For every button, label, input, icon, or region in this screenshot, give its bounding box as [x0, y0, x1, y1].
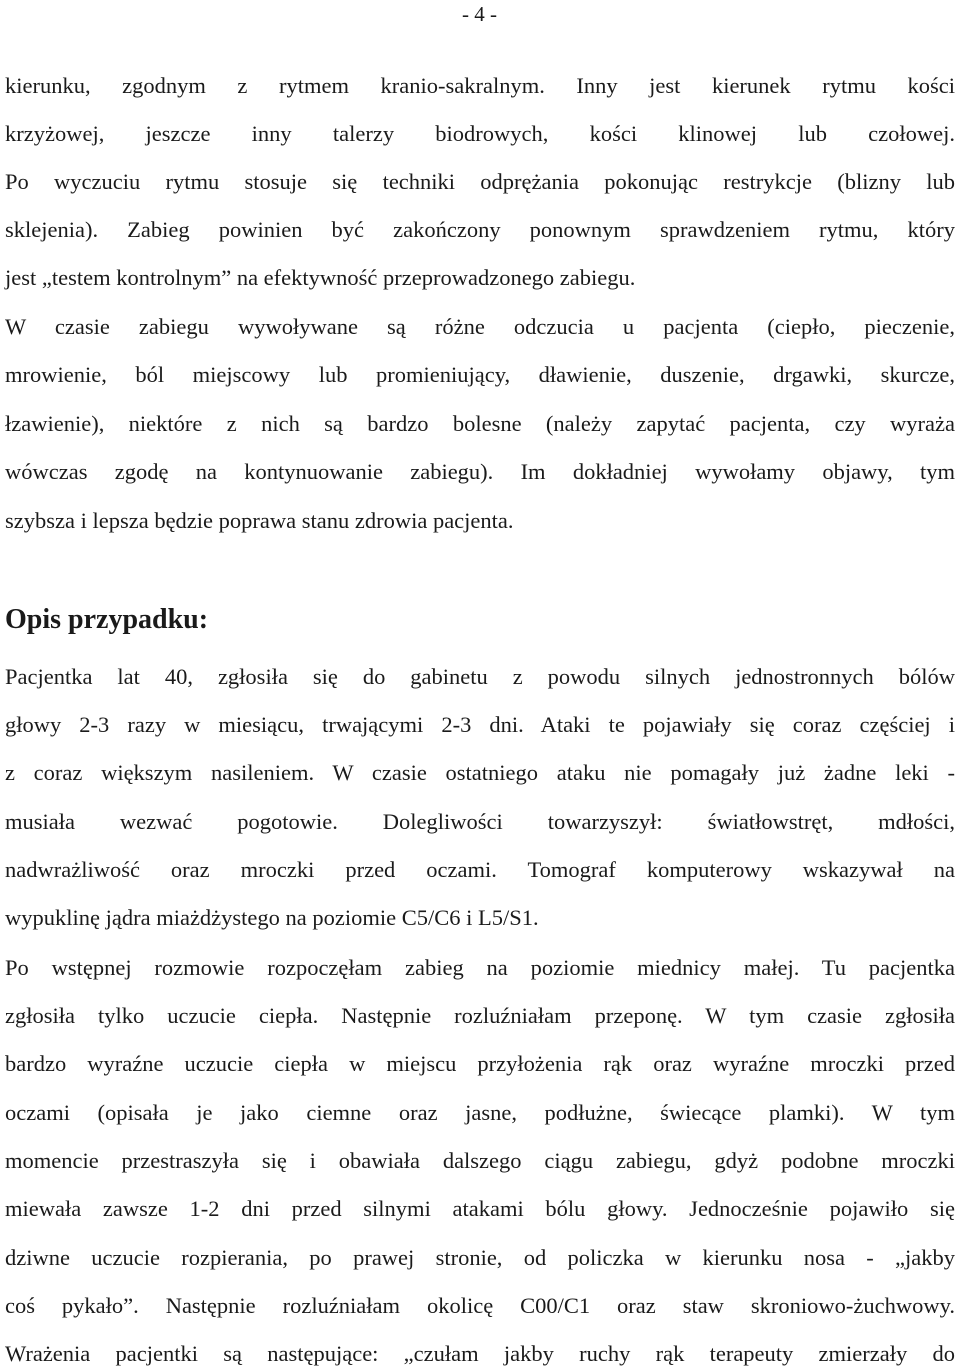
text-line: Pacjentka lat 40, zgłosiła się do gabinetu z powodu silnych jednostronnych bólów	[5, 664, 955, 689]
text-line: coś pykało”. Następnie rozluźniałam okolicę C00/C1 oraz staw skroniowo-żuchwowy.	[5, 1293, 955, 1318]
text-line: krzyżowej, jeszcze inny talerzy biodrowych, kości klinowej lub czołowej.	[5, 121, 955, 146]
text-line: zgłosiła tylko uczucie ciepła. Następnie rozluźniałam przeponę. W tym czasie zgłosiła	[5, 1003, 955, 1028]
text-line: dziwne uczucie rozpierania, po prawej stronie, od policzka w kierunku nosa - „jakby	[5, 1245, 955, 1270]
text-line: Po wyczuciu rytmu stosuje się techniki odprężania pokonując restrykcje (blizny lub	[5, 169, 955, 194]
text-line: Wrażenia pacjentki są następujące: „czułam jakby ruchy rąk terapeuty zmierzały do	[5, 1341, 955, 1366]
text-line: W czasie zabiegu wywoływane są różne odczucia u pacjenta (ciepło, pieczenie,	[5, 314, 955, 339]
text-line: bardzo wyraźne uczucie ciepła w miejscu przyłożenia rąk oraz wyraźne mroczki przed	[5, 1051, 955, 1076]
text-line: oczami (opisała je jako ciemne oraz jasne, podłużne, świecące plamki). W tym	[5, 1100, 955, 1125]
text-line: mrowienie, ból miejscowy lub promieniujący, dławienie, duszenie, drgawki, skurcze,	[5, 362, 955, 387]
text-line: musiała wezwać pogotowie. Dolegliwości towarzyszył: światłowstręt, mdłości,	[5, 809, 955, 834]
page-number: - 4 -	[462, 2, 497, 26]
section-heading: Opis przypadku:	[5, 604, 209, 635]
text-line: kierunku, zgodnym z rytmem kranio-sakralnym. Inny jest kierunek rytmu kości	[5, 73, 955, 98]
text-line: głowy 2-3 razy w miesiącu, trwającymi 2-3 dni. Ataki te pojawiały się coraz częściej i	[5, 712, 955, 737]
text-line: łzawienie), niektóre z nich są bardzo bolesne (należy zapytać pacjenta, czy wyraża	[5, 411, 955, 436]
text-line: Po wstępnej rozmowie rozpoczęłam zabieg na poziomie miednicy małej. Tu pacjentka	[5, 955, 955, 980]
text-line: jest „testem kontrolnym” na efektywność przeprowadzonego zabiegu.	[5, 265, 636, 290]
text-line: momencie przestraszyła się i obawiała dalszego ciągu zabiegu, gdyż podobne mroczki	[5, 1148, 955, 1173]
text-line: z coraz większym nasileniem. W czasie ostatniego ataku nie pomagały już żadne leki -	[5, 760, 955, 785]
text-line: sklejenia). Zabieg powinien być zakończony ponownym sprawdzeniem rytmu, który	[5, 217, 955, 242]
text-line: wypuklinę jądra miażdżystego na poziomie C5/C6 i L5/S1.	[5, 905, 539, 930]
text-line: wówczas zgodę na kontynuowanie zabiegu). Im dokładniej wywołamy objawy, tym	[5, 459, 955, 484]
text-line: miewała zawsze 1-2 dni przed silnymi atakami bólu głowy. Jednocześnie pojawiło się	[5, 1196, 955, 1221]
text-line: szybsza i lepsza będzie poprawa stanu zdrowia pacjenta.	[5, 508, 514, 533]
text-line: nadwrażliwość oraz mroczki przed oczami. Tomograf komputerowy wskazywał na	[5, 857, 955, 882]
